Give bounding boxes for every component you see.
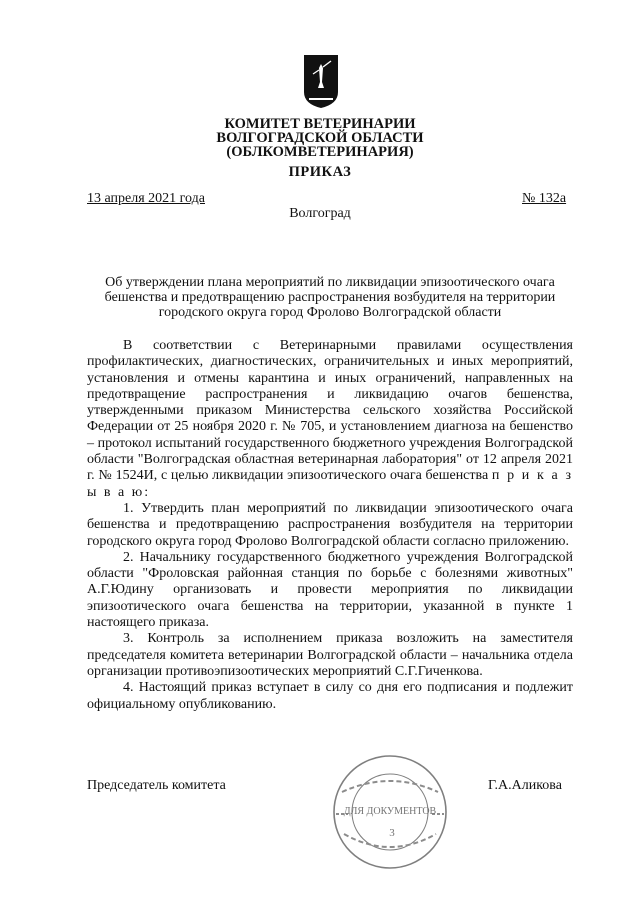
intro-text: В соответствии с Ветеринарными правилами осуществления профилактических, диагностических, ограничительных и иных мероприятий, установления и отмены карантина и иных ограничений, направленных на предотвращение распространения и ликвидацию очагов бешенства, утвержденными приказом Министерства сельского хозяйства Российской Федерации от 25 ноября 2020 г. № 705, и установлением диагноза на бешенство – протокол испытаний государственного бюджетного учреждения Волгоградской области "Волгоградская областная ветеринарная лаборатория" от 12 апреля 2021 г. № 1524И, с целью ликвидации эпизоотического очага бешенства xyxy=(87,338,573,484)
decree-word: п р и к а з ы в а ю: xyxy=(87,468,573,500)
stamp-number: 3 xyxy=(389,827,395,839)
document-body xyxy=(87,338,573,713)
document-city: Волгоград xyxy=(289,206,351,221)
stamp-text: ДЛЯ ДОКУМЕНТОВ xyxy=(343,806,437,817)
document-type: ПРИКАЗ xyxy=(288,164,352,180)
item-2: 2. Начальнику государственного бюджетного учреждения Волгоградской области "Фроловская районная станция по борьбе с болезнями животных" А.Г.Юдину организовать и провести мероприятия по ликвидации эпизоотического очага бешенства на территории, указанной в пункте 1 настоящего приказа. xyxy=(87,549,573,631)
item-3: 3. Контроль за исполнением приказа возложить на заместителя председателя комитета ветеринарии Волгоградской области – начальника отдела организации противоэпизоотических мероприятий С.Г.Гиченкова. xyxy=(87,631,573,679)
org-name-line3: (ОБЛКОМВЕТЕРИНАРИЯ) xyxy=(226,144,414,160)
org-name-line1: КОМИТЕТ ВЕТЕРИНАРИИ xyxy=(224,116,416,132)
coat-of-arms-icon xyxy=(301,52,341,110)
item-1: 1. Утвердить план мероприятий по ликвидации эпизоотического очага бешенства и предотвращению распространения возбудителя на территории городского округа город Фролово Волгоградской области согласно приложению. xyxy=(87,500,573,549)
document-date: 13 апреля 2021 года xyxy=(87,191,205,206)
signatory-position: Председатель комитета xyxy=(87,778,226,793)
signatory-name: Г.А.Аликова xyxy=(488,778,562,793)
document-subject: Об утверждении плана мероприятий по ликвидации эпизоотического очага бешенства и предотвращению распространения возбудителя на территории городского округа город Фролово Волгоградской области xyxy=(104,275,556,320)
intro-paragraph xyxy=(87,338,573,501)
org-name-line2: ВОЛГОГРАДСКОЙ ОБЛАСТИ xyxy=(216,130,424,146)
document-number: № 132а xyxy=(522,191,567,206)
item-4: 4. Настоящий приказ вступает в силу со дня его подписания и подлежит официальному опубликованию. xyxy=(87,680,573,712)
official-stamp xyxy=(330,752,450,872)
